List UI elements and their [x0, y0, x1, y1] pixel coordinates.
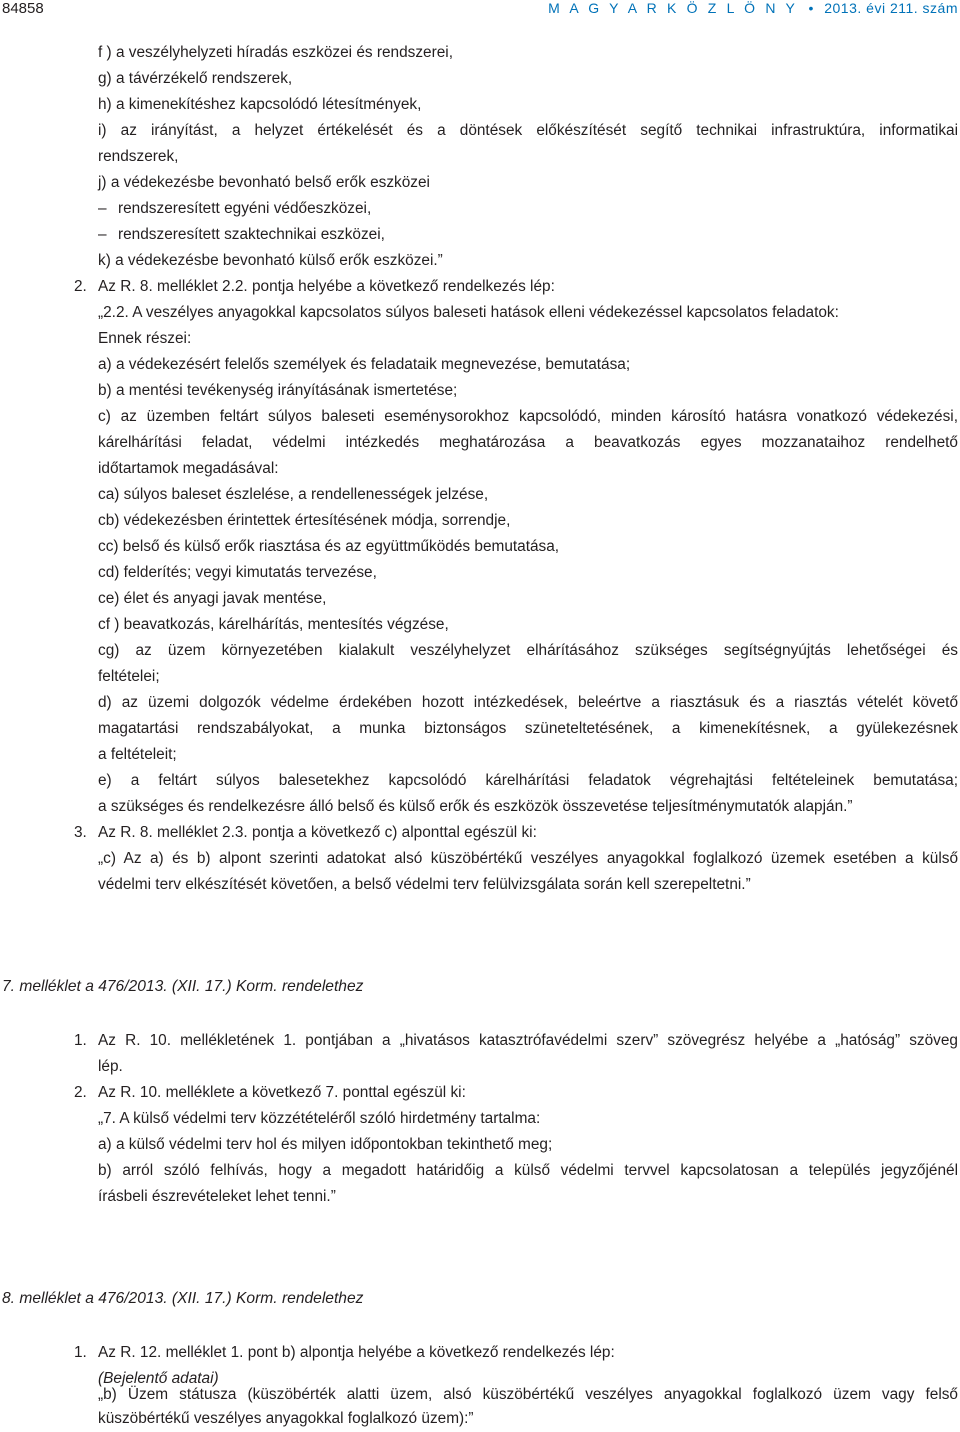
quoted-paragraph-line2: küszöbértékű veszélyes anyagokkal foglalkozó üzem):”	[98, 1410, 474, 1427]
item-text: Az R. 8. melléklet 2.2. pontja helyébe a következő rendelkezés lép:	[98, 278, 555, 295]
quoted-paragraph-line2: védelmi terv elkészítését követően, a belső védelmi terv felülvizsgálata során kell szerepeltetni.”	[98, 876, 751, 893]
list-item-i-line2: rendszerek,	[98, 148, 179, 165]
quoted-heading: „7. A külső védelmi terv közzétételéről szóló hirdetmény tartalma:	[98, 1110, 541, 1127]
quoted-heading: „2.2. A veszélyes anyagokkal kapcsolatos súlyos baleseti hatások elleni védekezéssel kapcsolatos feladatok:	[98, 304, 839, 321]
list-item-i-line1: i) az irányítást, a helyzet értékelését és a döntések előkészítését segítő technikai infrastruktúra, informatikai	[98, 122, 958, 139]
list-item-cd: cd) felderítés; vegyi kimutatás tervezése,	[98, 564, 377, 581]
list-item-cb: cb) védekezésben érintettek értesítésének módja, sorrendje,	[98, 512, 511, 529]
annex-heading: 7. melléklet a 476/2013. (XII. 17.) Korm. rendelethez	[2, 978, 364, 995]
list-item-h: h) a kimenekítéshez kapcsolódó létesítmények,	[98, 96, 422, 113]
item-number: 2.	[74, 1084, 87, 1101]
list-item-d-line3: a feltételeit;	[98, 746, 177, 763]
list-item-cc: cc) belső és külső erők riasztása és az együttműködés bemutatása,	[98, 538, 560, 555]
item-text: Az R. 12. melléklet 1. pont b) alpontja helyébe a következő rendelkezés lép:	[98, 1344, 615, 1361]
list-item-e-line1: e) a feltárt súlyos balesetekhez kapcsolódó kárelhárítási feladatok végrehajtási feltételeinek bemutatása;	[98, 772, 958, 789]
list-item-cg-line2: feltételei;	[98, 668, 160, 685]
item-text-line1: Az R. 10. mellékletének 1. pontjában a „hivatásos katasztrófavédelmi szerv” szövegrész helyébe a „hatóság” szöveg	[98, 1032, 958, 1049]
page-number: 84858	[2, 0, 44, 17]
item-text: Az R. 10. melléklete a következő 7. ponttal egészül ki:	[98, 1084, 466, 1101]
list-item-cg-line1: cg) az üzem környezetében kialakult veszélyhelyzet elhárításához szükséges segítségnyújtás lehetőségei és	[98, 642, 958, 659]
item-number: 1.	[74, 1344, 87, 1361]
publication-name: M A G Y A R K Ö Z L Ö N Y	[548, 0, 799, 16]
item-number: 1.	[74, 1032, 87, 1049]
list-item-cf: cf ) beavatkozás, kárelhárítás, mentesítés végzése,	[98, 616, 449, 633]
list-item-e-line2: a szükséges és rendelkezésre álló belső és külső erők és eszközök összevetése teljesítménymutatók alapján.”	[98, 798, 853, 815]
list-item-a: a) a védekezésért felelős személyek és feladataik megnevezése, bemutatása;	[98, 356, 631, 373]
parenthetical-caption: (Bejelentő adatai)	[98, 1370, 219, 1387]
running-header	[548, 0, 958, 16]
list-item-d-line2: magatartási rendszabályokat, a munka biztonságos szüneteltetésének, a kimenekítésnek, a gyülekezésnek	[98, 720, 958, 737]
quoted-paragraph-line1: „c) Az a) és b) alpont szerinti adatokat alsó küszöbértékű veszélyes anyagokkal foglalkozó üzemek esetében a külső	[98, 850, 958, 867]
dash-bullet: –	[98, 226, 107, 243]
paragraph: Ennek részei:	[98, 330, 192, 347]
list-item-c-line2: kárelhárítási feladat, védelmi intézkedés meghatározása a beavatkozás egyes mozzanataihoz rendelhető	[98, 434, 958, 451]
list-item-b-line2: írásbeli észrevételeket lehet tenni.”	[98, 1188, 336, 1205]
list-item-b-line1: b) arról szóló felhívás, hogy a megadott határidőig a külső védelmi tervvel kapcsolatosan a település jegyzőjénél	[98, 1162, 958, 1179]
list-item-a: a) a külső védelmi terv hol és milyen időpontokban tekinthető meg;	[98, 1136, 553, 1153]
list-item-b: b) a mentési tevékenység irányításának ismertetése;	[98, 382, 458, 399]
quoted-paragraph-line1: „b) Üzem státusza (küszöbérték alatti üzem, alsó küszöbértékű veszélyes anyagokkal foglalkozó üzem vagy felső	[98, 1386, 958, 1403]
list-item-d-line1: d) az üzemi dolgozók védelme érdekében hozott intézkedések, beleértve a riasztásuk és a riasztás vételét követő	[98, 694, 958, 711]
list-item-g: g) a távérzékelő rendszerek,	[98, 70, 293, 87]
item-text: Az R. 8. melléklet 2.3. pontja a következő c) alponttal egészül ki:	[98, 824, 537, 841]
list-item-j: j) a védekezésbe bevonható belső erők eszközei	[98, 174, 430, 191]
item-number: 2.	[74, 278, 87, 295]
list-item-c-line3: időtartamok megadásával:	[98, 460, 279, 477]
list-item-ca: ca) súlyos baleset észlelése, a rendellenességek jelzése,	[98, 486, 489, 503]
dash-item: rendszeresített egyéni védőeszközei,	[118, 200, 372, 217]
dash-item: rendszeresített szaktechnikai eszközei,	[118, 226, 385, 243]
list-item-c-line1: c) az üzemben feltárt súlyos baleseti eseménysorokhoz kapcsolódó, minden károsító hatásra vonatkozó védekezési,	[98, 408, 958, 425]
item-number: 3.	[74, 824, 87, 841]
list-item-f: f ) a veszélyhelyzeti híradás eszközei és rendszerei,	[98, 44, 453, 61]
annex-heading: 8. melléklet a 476/2013. (XII. 17.) Korm. rendelethez	[2, 1290, 364, 1307]
item-text-line2: lép.	[98, 1058, 123, 1075]
list-item-k: k) a védekezésbe bevonható külső erők eszközei.”	[98, 252, 443, 269]
dash-bullet: –	[98, 200, 107, 217]
issue-number: 2013. évi 211. szám	[824, 0, 958, 16]
header-bullet: •	[808, 0, 814, 16]
list-item-ce: ce) élet és anyagi javak mentése,	[98, 590, 327, 607]
